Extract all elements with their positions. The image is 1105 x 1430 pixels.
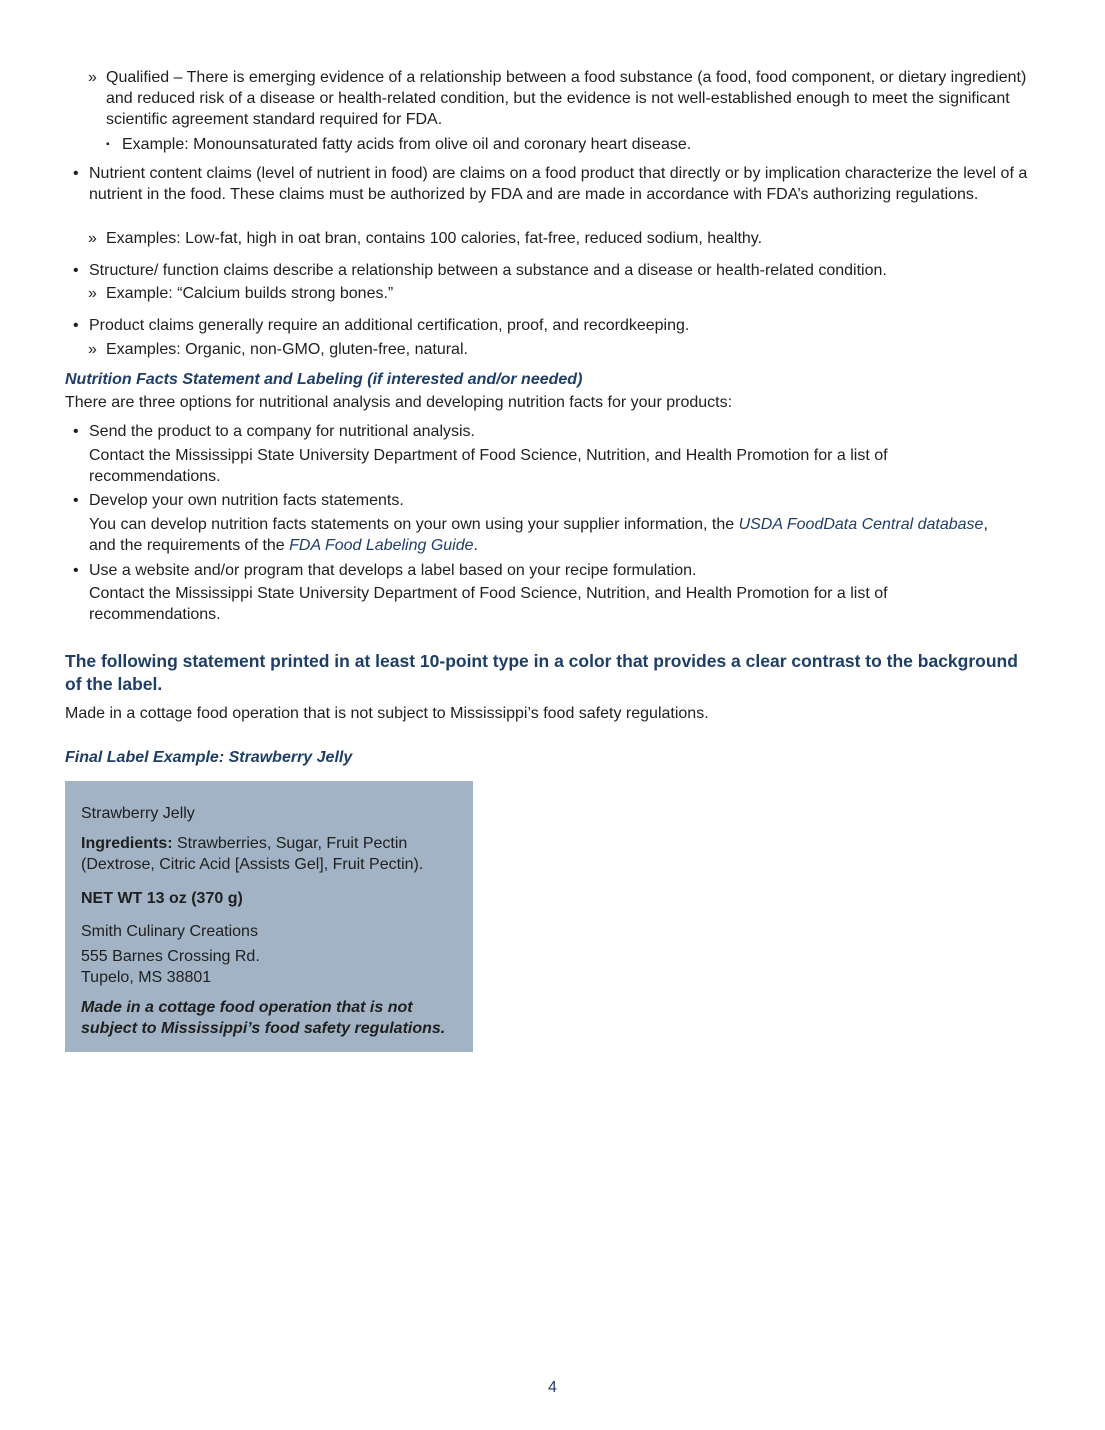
statement-heading: The following statement printed in at least 10-point type in a color that provides a clear contrast to the background of the label. [65,651,1018,694]
nutrition-facts-intro: There are three options for nutritional analysis and developing nutrition facts for your products: [65,394,733,411]
sub-bullet-marker: » [88,230,97,247]
structure-function-example-text: Example: “Calcium builds strong bones.” [106,285,394,302]
nutrition-option-1-detail: Contact the Mississippi State University Department of Food Science, Nutrition, and Health Promotion for a list of recommendations. [89,447,888,485]
detail-text: . [473,537,478,554]
nutrition-facts-heading: Nutrition Facts Statement and Labeling (if interested and/or needed) [65,371,583,388]
bullet-marker: • [73,317,79,334]
label-ingredients-text: Strawberries, Sugar, Fruit Pectin (Dextrose, Citric Acid [Assists Gel], Fruit Pectin). [81,835,424,873]
sub-bullet-marker: » [88,341,97,358]
nutrition-option-3 [73,560,1028,581]
nutrition-option-3-title: Use a website and/or program that develops a label based on your recipe formulation. [89,562,697,579]
final-label-heading: Final Label Example: Strawberry Jelly [65,749,353,766]
product-claim-text: Product claims generally require an additional certification, proof, and recordkeeping. [89,317,690,334]
usda-fooddata-link[interactable]: USDA FoodData Central database [738,516,984,533]
nutrition-option-2 [73,490,1028,511]
product-claim-item [73,315,1028,336]
detail-text: , and the requirements of the [89,516,988,554]
bullet-marker: • [73,492,79,509]
nutrient-content-examples-text: Examples: Low-fat, high in oat bran, contains 100 calories, fat-free, reduced sodium, healthy. [106,230,763,247]
detail-text: You can develop nutrition facts statements on your own using your supplier information, the [89,516,739,533]
nutrient-content-examples-item [88,228,1018,249]
product-examples-item [88,339,1018,360]
label-net-weight: NET WT 13 oz (370 g) [81,890,243,907]
label-address-line-1: 555 Barnes Crossing Rd. [81,948,260,965]
bullet-marker: • [73,262,79,279]
nutrient-content-claim-item [73,163,1028,205]
nutrition-option-2-title: Develop your own nutrition facts statements. [89,492,404,509]
label-ingredients-heading: Ingredients: [81,835,173,852]
label-ingredients [81,833,457,875]
label-address-line-2: Tupelo, MS 38801 [81,969,212,986]
qualified-claim-text: Qualified – There is emerging evidence of a relationship between a food substance (a food, food component, or dietary ingredient) and reduced risk of a disease or health-related condition, but the evidence is not well-established enough to meet the significant scientific agreement standard required for FDA. [106,69,1027,128]
label-product-name: Strawberry Jelly [81,805,195,822]
bullet-marker: • [73,423,79,440]
label-disclaimer: Made in a cottage food operation that is not subject to Mississippi’s food safety regulations. [81,999,446,1037]
bullet-marker: • [73,562,79,579]
square-bullet-marker: ▪ [106,139,110,150]
label-business-name: Smith Culinary Creations [81,923,258,940]
product-examples-text: Examples: Organic, non-GMO, gluten-free, natural. [106,341,468,358]
qualified-example-item [106,134,1006,155]
qualified-claim-item [88,67,1028,130]
sub-bullet-marker: » [88,69,97,86]
nutrition-option-1-title: Send the product to a company for nutritional analysis. [89,423,475,440]
nutrition-option-3-detail: Contact the Mississippi State University Department of Food Science, Nutrition, and Health Promotion for a list of recommendations. [89,585,888,623]
nutrient-content-claim-text: Nutrient content claims (level of nutrient in food) are claims on a food product that directly or by implication characterize the level of a nutrient in the food. These claims must be authorized by FDA and are made in accordance with FDA’s authorizing regulations. [89,165,1028,203]
nutrition-option-2-detail [89,514,989,556]
page-number: 4 [548,1379,557,1396]
structure-function-example-item [88,283,1018,304]
fda-labeling-guide-link[interactable]: FDA Food Labeling Guide [289,537,474,554]
example-label-box [65,781,473,1052]
qualified-example-text: Example: Monounsaturated fatty acids from olive oil and coronary heart disease. [122,136,692,153]
structure-function-claim-text: Structure/ function claims describe a relationship between a substance and a disease or health-related condition. [89,262,887,279]
nutrition-option-1 [73,421,1028,442]
sub-bullet-marker: » [88,285,97,302]
bullet-marker: • [73,165,79,182]
statement-text: Made in a cottage food operation that is not subject to Mississippi’s food safety regulations. [65,705,709,722]
structure-function-claim-item [73,260,1028,281]
